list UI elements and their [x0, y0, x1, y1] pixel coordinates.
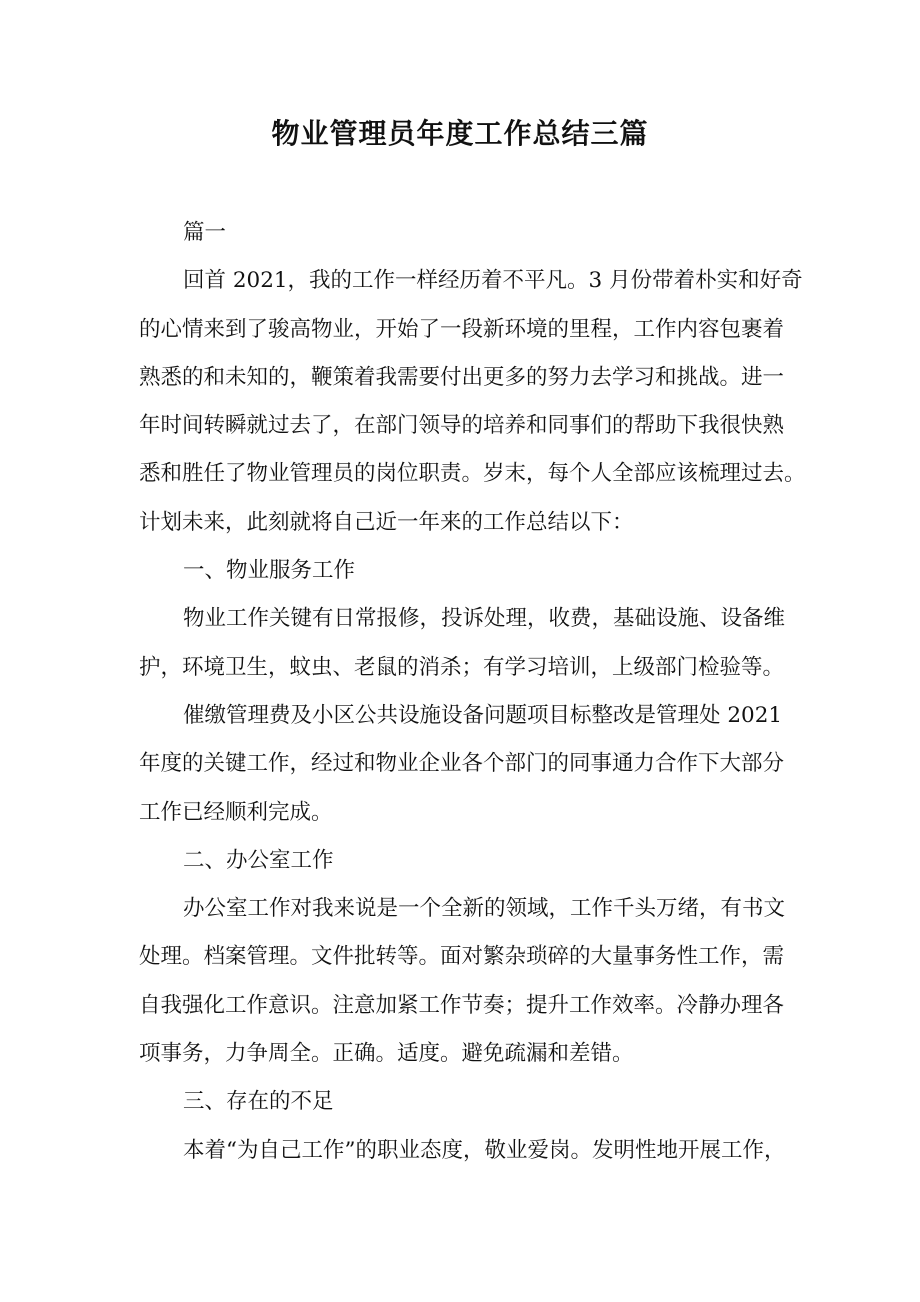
text-line: 催缴管理费及小区公共设施设备问题项目标整改是管理处 2021 [183, 702, 783, 728]
text-line: 计划未来，此刻就将自己近一年来的工作总结以下： [139, 509, 634, 535]
text-line: 悉和胜任了物业管理员的岗位职责。岁末，每个人全部应该梳理过去。 [139, 461, 806, 487]
text-line: 二、办公室工作 [183, 847, 334, 873]
text-line: 一、物业服务工作 [183, 558, 356, 584]
text-line: 年时间转瞬就过去了，在部门领导的培养和同事们的帮助下我很快熟 [139, 413, 785, 439]
text-line: 护，环境卫生，蚊虫、老鼠的消杀；有学习培训，上级部门检验等。 [139, 654, 785, 680]
text-line: 项事务，力争周全。正确。适度。避免疏漏和差错。 [139, 1041, 634, 1067]
text-line: 熟悉的和未知的，鞭策着我需要付出更多的努力去学习和挑战。进一 [139, 364, 785, 390]
text-line: 工作已经顺利完成。 [139, 799, 333, 825]
text-line: 篇一 [183, 220, 227, 245]
text-line: 三、存在的不足 [183, 1089, 334, 1115]
document-body [139, 209, 806, 1175]
text-line: 处理。档案管理。文件批转等。面对繁杂琐碎的大量事务性工作，需 [139, 944, 785, 970]
text-line: 年度的关键工作，经过和物业企业各个部门的同事通力合作下大部分 [139, 751, 785, 777]
text-line: 办公室工作对我来说是一个全新的领域，工作千头万绪，有书文 [183, 896, 786, 922]
document-title: 物业管理员年度工作总结三篇 [271, 117, 649, 150]
text-line: 自我强化工作意识。注意加紧工作节奏；提升工作效率。冷静办理各 [139, 992, 785, 1018]
text-line: 回首 2021，我的工作一样经历着不平凡。3 月份带着朴实和好奇 [183, 268, 803, 294]
text-line: 的心情来到了骏高物业，开始了一段新环境的里程，工作内容包裹着 [139, 316, 785, 342]
text-line: 本着“为自己工作”的职业态度，敬业爱岗。发明性地开展工作， [183, 1137, 786, 1163]
text-line: 物业工作关键有日常报修，投诉处理，收费，基础设施、设备维 [183, 606, 786, 632]
